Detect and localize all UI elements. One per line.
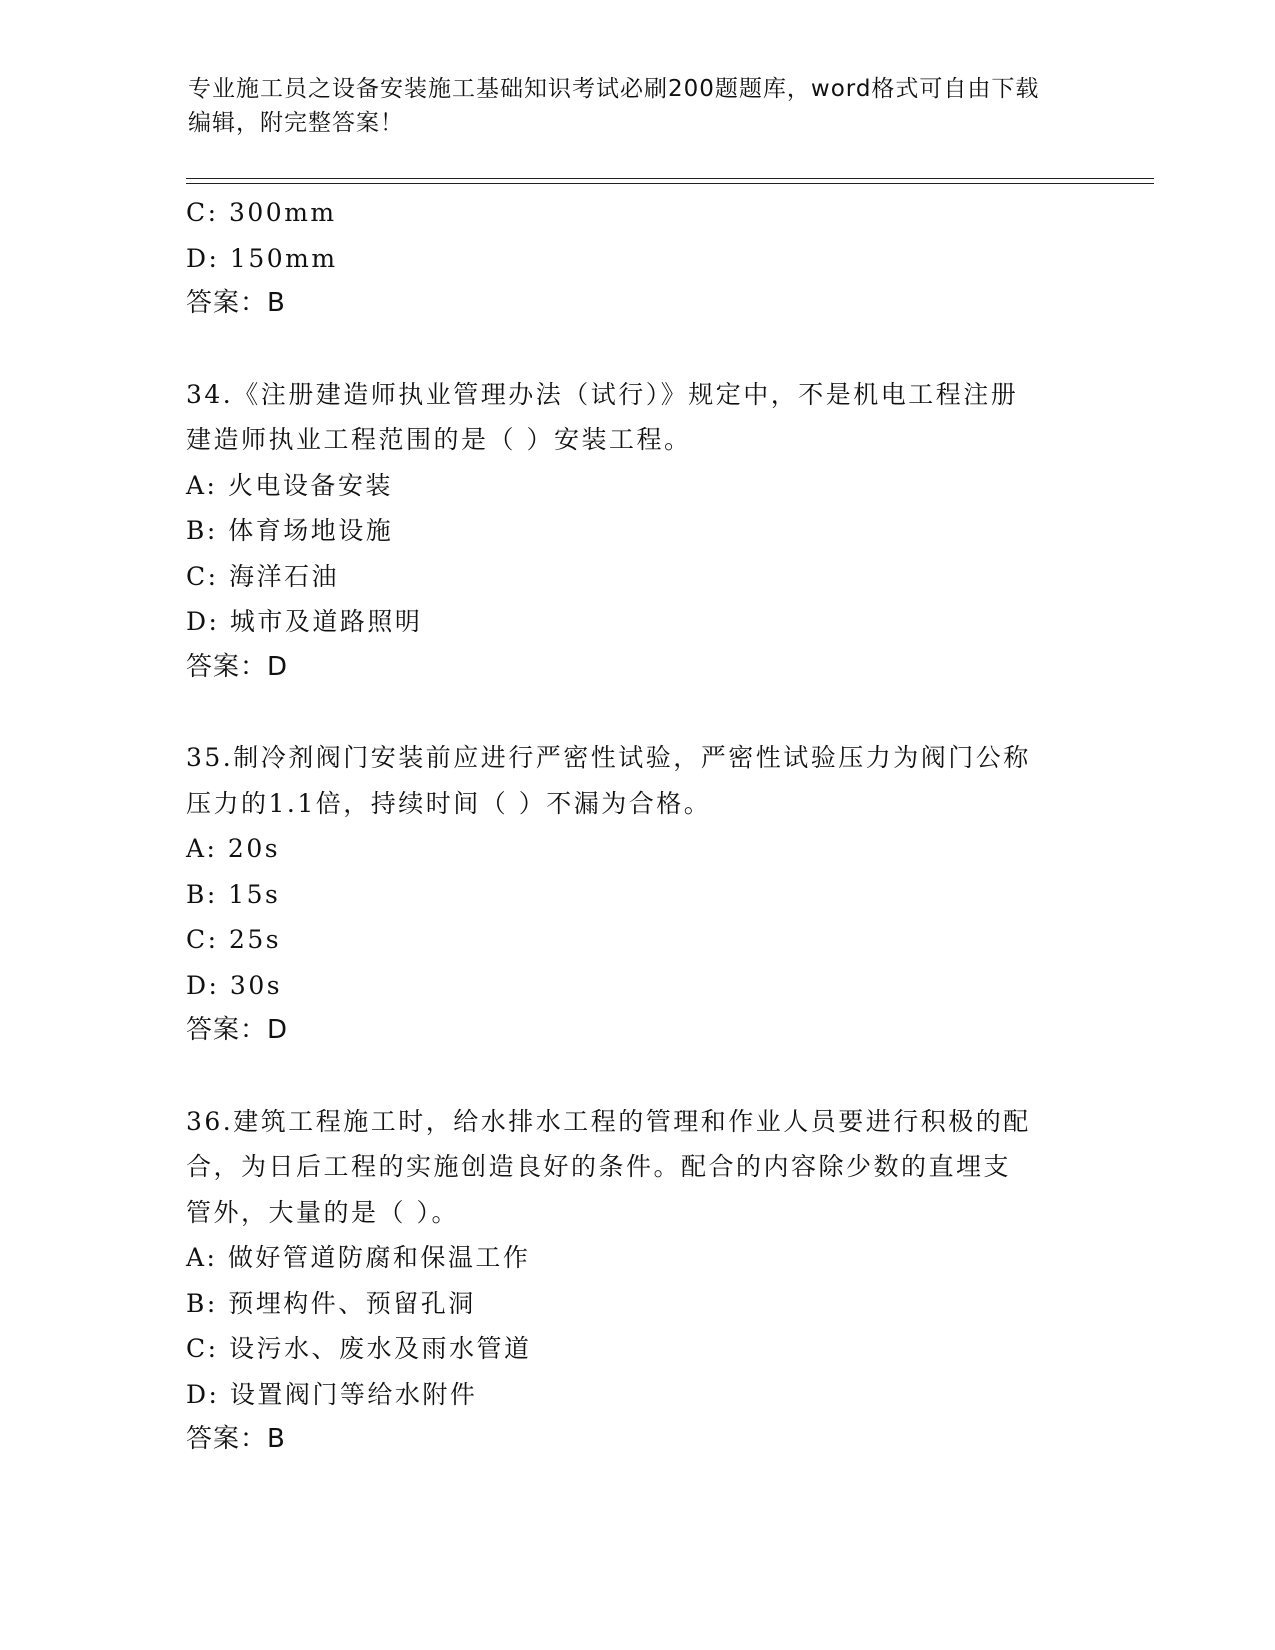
option-d: D: 150mm — [186, 243, 338, 273]
header-line-2: 编辑，附完整答案！ — [188, 110, 404, 136]
option-c: C: 25s — [186, 925, 282, 954]
header-divider-bottom — [186, 183, 1154, 184]
answer-line: 答案：B — [186, 1424, 286, 1454]
option-c: C: 海洋石油 — [186, 561, 339, 591]
option-a: A: 做好管道防腐和保温工作 — [186, 1243, 531, 1272]
question-stem-line: 管外，大量的是（ ）。 — [186, 1197, 459, 1227]
option-c: C: 设污水、废水及雨水管道 — [186, 1334, 532, 1363]
answer-line: 答案：D — [186, 1015, 289, 1045]
option-d: D: 设置阀门等给水附件 — [186, 1379, 478, 1409]
question-36 — [186, 1099, 1086, 1463]
question-stem-line: 建造师执业工程范围的是（ ）安装工程。 — [186, 425, 692, 454]
question-content — [186, 190, 1086, 1463]
option-b: B: 体育场地设施 — [186, 516, 394, 545]
header-line-1: 专业施工员之设备安装施工基础知识考试必刷200题题库，word格式可自由下载 — [188, 76, 1040, 102]
option-a: A: 火电设备安装 — [186, 470, 393, 500]
option-d: D: 城市及道路照明 — [186, 607, 423, 636]
question-stem-line: 合，为日后工程的实施创造良好的条件。配合的内容除少数的直埋支 — [186, 1152, 1012, 1181]
option-b: B: 15s — [186, 879, 281, 909]
question-35 — [186, 735, 1086, 1054]
answer-line: 答案：D — [186, 651, 289, 682]
option-a: A: 20s — [186, 834, 281, 863]
option-c: C: 300mm — [186, 198, 337, 227]
document-header — [188, 72, 1088, 140]
option-d: D: 30s — [186, 970, 283, 1000]
question-stem-line: 36.建筑工程施工时，给水排水工程的管理和作业人员要进行积极的配 — [186, 1106, 1031, 1136]
answer-line: 答案：B — [186, 288, 286, 318]
question-stem-line: 34.《注册建造师执业管理办法（试行）》规定中，不是机电工程注册 — [186, 379, 1019, 409]
option-b: B: 预埋构件、预留孔洞 — [186, 1288, 476, 1318]
question-stem-line: 压力的1.1倍，持续时间（ ）不漏为合格。 — [186, 788, 712, 818]
header-divider-top — [186, 178, 1154, 179]
question-stem-line: 35.制冷剂阀门安装前应进行严密性试验，严密性试验压力为阀门公称 — [186, 743, 1031, 772]
question-34 — [186, 372, 1086, 691]
carryover-question — [186, 190, 1086, 327]
